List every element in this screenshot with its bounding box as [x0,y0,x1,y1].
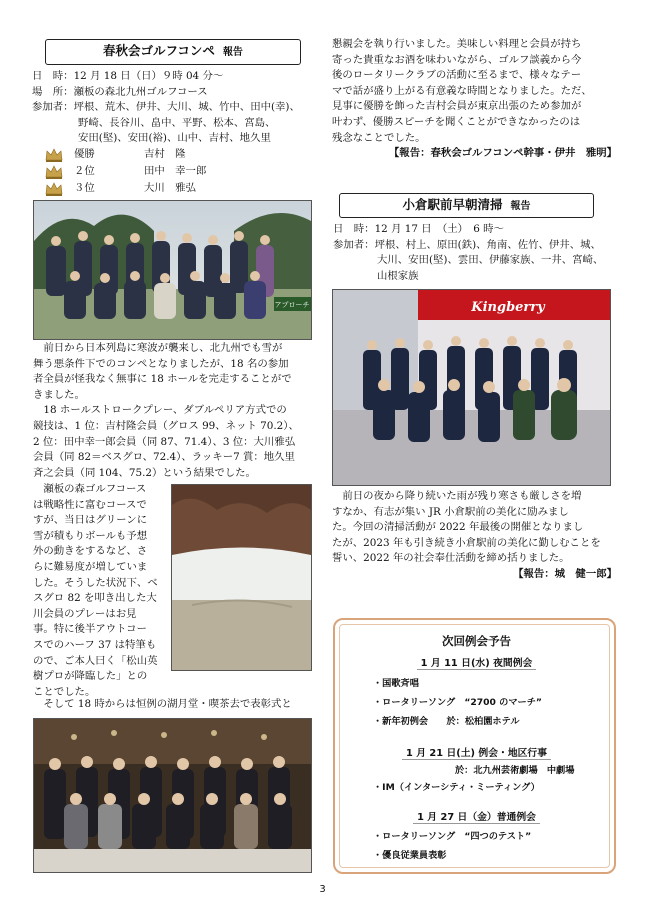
wrap-line: スでのハーフ 37 は特筆も [33,638,157,651]
participants-line: 坪根、荒木、伊井、大川、城、竹中、田中(幸)、 [73,101,300,114]
winners-list [44,146,206,197]
body-line: 誓い、2022 年の社会奉仕活動を締め括りました。 [332,552,570,565]
wrap-line: ので、ご本人曰く「松山英 [33,654,158,667]
body-line: きました。 [33,388,85,401]
golf-group-photo [33,200,312,340]
cleanup-body [332,489,617,583]
body-line: 懇親会を執り行いました。美味しい料理と会員が持ち [332,38,582,50]
place-label: 場 所： [32,85,74,98]
winner-rank: 優勝 [74,147,95,160]
cleanup-report-tag: 報告 [510,201,531,212]
wrap-line: 雪が積もりボールも予想 [33,529,148,542]
body-line: た。今回の清掃活動が 2022 年最後の開催となりまし [332,521,584,534]
body-line: 残念なことでした。 [332,131,426,144]
winner-row [44,180,206,197]
wrap-line: 外の動きをするなど、さ [33,545,148,558]
body-line: 者全員が怪我なく無事に 18 ホールを完走することがで [33,373,292,386]
page-number: 3 [319,884,326,895]
golf-reporter: 【報告：春秋会ゴルフコンペ幹事・伊井 雅明】 [388,147,617,160]
winner-row [44,146,206,163]
body-line: 見事に優勝を飾った吉村会員が東京出張のため参加が [332,100,582,113]
participants-line: 大川、安田(堅)、雲田、伊藤家族、一井、宮崎、 [377,254,604,267]
golf-info [32,69,300,147]
participants-line: 山根家族 [377,269,419,282]
wrap-line: した。そうした状況下、ベ [33,576,158,589]
cleanup-group-photo [332,289,611,486]
kingberry-sign-text: Kingberry [471,300,545,315]
golf-last-line [33,697,292,713]
participants-line: 坪根、村上、原田(鉄)、角南、佐竹、伊井、城、 [374,238,601,251]
wrap-line: は戦略性に富むコースで [33,498,147,511]
winner-name: 田中 幸一郎 [144,164,207,177]
golf-body [33,341,311,481]
next-meeting-notice [333,618,616,874]
winner-name: 吉村 隆 [144,147,186,160]
cleanup-info [333,222,603,284]
winner-name: 大川 雅弘 [144,181,196,194]
body-line: 前日の夜から降り続いた雨が残り寒さも厳しさを増 [332,490,582,502]
participants-label: 参加者： [32,101,74,114]
body-line: 会員（同 82＝ベスグロ、72.4）、ラッキー7 賞：地久里 [33,451,295,464]
notice-date [335,655,618,670]
body-line: 寄った貴重なお酒を味わいながら、ゴルフ談義から今 [332,53,582,66]
wrap-line: 川会員のプレーはお見 [33,607,137,620]
cleanup-title-box [339,193,594,218]
notice-item: ・国歌斉唱 [373,678,419,689]
body-line: すなか、有志が集い JR 小倉駅前の美化に励みまし [332,505,569,518]
notice-date [335,745,618,760]
notice-item: ・優良従業員表彰 [373,850,447,861]
date-label: 日 時： [333,223,375,235]
wrap-line: すが、当日はグリーンに [33,514,148,527]
body-line: 前日から日本列島に寒波が襲来し、北九州でも雪が [33,342,283,354]
golf-title-box [45,39,301,65]
party-group-photo [33,718,312,873]
body-line: 舞う悪条件下でのコンペとなりましたが、18 名の参加 [33,357,289,370]
body-line: 叶わず、優勝スピーチを聞くことができなかったのは [332,115,581,128]
body-line: 競技は、1 位：吉村隆会員（グロス 99、ネット 70.2）、 [33,419,299,432]
body-line: 後のロータリークラブの活動に至るまで、様々なテー [332,69,582,82]
place-value: 瀬板の森北九州ゴルフコース [73,85,208,98]
notice-date-text: 1 月 21 日(土) 例会・地区行事 [402,745,551,760]
notice-venue: 於：北九州芸術劇場 中劇場 [455,765,575,776]
notice-date [335,809,618,824]
golf-continued [332,37,617,162]
wrap-line: 樹プロが降臨した」との [33,670,148,683]
cleanup-title: 小倉駅前早朝清掃 [402,197,503,212]
cleanup-reporter: 【報告：城 健一郎】 [513,567,617,580]
crown-icon [44,164,64,180]
golf-wrap-text [33,482,165,700]
wrap-line: 事。特に後半アウトコー [33,623,147,636]
notice-item: ・ロータリーソング “2700 のマーチ” [373,697,542,708]
date-value: 12 月 18 日（日）９時 04 分～ [73,70,224,82]
notice-title: 次回例会予告 [442,634,511,648]
participants-label: 参加者： [333,238,375,251]
winner-rank: ２位 [74,164,95,177]
snowy-course-photo [171,484,312,671]
wrap-line: ことでした。 [33,685,96,698]
notice-date-text: 1 月 27 日（金）普通例会 [413,809,540,824]
notice-item: ・IM（インターシティ・ミーティング） [373,782,540,793]
winner-row [44,163,206,180]
participants-line: 野崎、長谷川、畠中、平野、松本、宮島、 [78,116,276,129]
date-value: 12 月 17 日 （土） 6 時～ [374,223,504,235]
body-line: たが、2023 年も引き続き小倉駅前の美化に勤しむことを [332,536,601,549]
notice-date-text: 1 月 11 日(水) 夜間例会 [417,655,537,670]
crown-icon [44,147,64,163]
winner-rank: ３位 [74,181,95,194]
body-line: そして 18 時からは恒例の湖月堂・喫茶去で表彰式と [33,698,292,710]
wrap-line: スグロ 82 を叩き出した大 [33,592,157,605]
body-line: 2 位：田中幸一郎会員（同 87、71.4）、3 位：大川雅弘 [33,435,296,448]
body-line: 斉之会員（同 104、75.2）という結果でした。 [33,466,256,479]
crown-icon [44,181,64,197]
participants-line: 安田(堅)、安田(裕)、山中、吉村、地久里 [78,132,271,145]
approach-sign-text: アプローチ [274,301,310,309]
date-label: 日 時： [32,70,74,82]
body-line: 18 ホールストロークプレー、ダブルペリア方式での [33,404,287,417]
notice-item: ・新年初例会 於：松柏園ホテル [373,716,520,727]
notice-item: ・ロータリーソング “四つのテスト” [373,831,532,842]
wrap-line: らに難易度が増していま [33,560,148,573]
wrap-line: 瀬板の森ゴルフコース [33,483,147,495]
body-line: マで話が盛り上がる有意義な時間となりました。ただ、 [332,84,592,97]
golf-title: 春秋会ゴルフコンペ [103,43,215,58]
golf-report-tag: 報告 [222,47,243,58]
